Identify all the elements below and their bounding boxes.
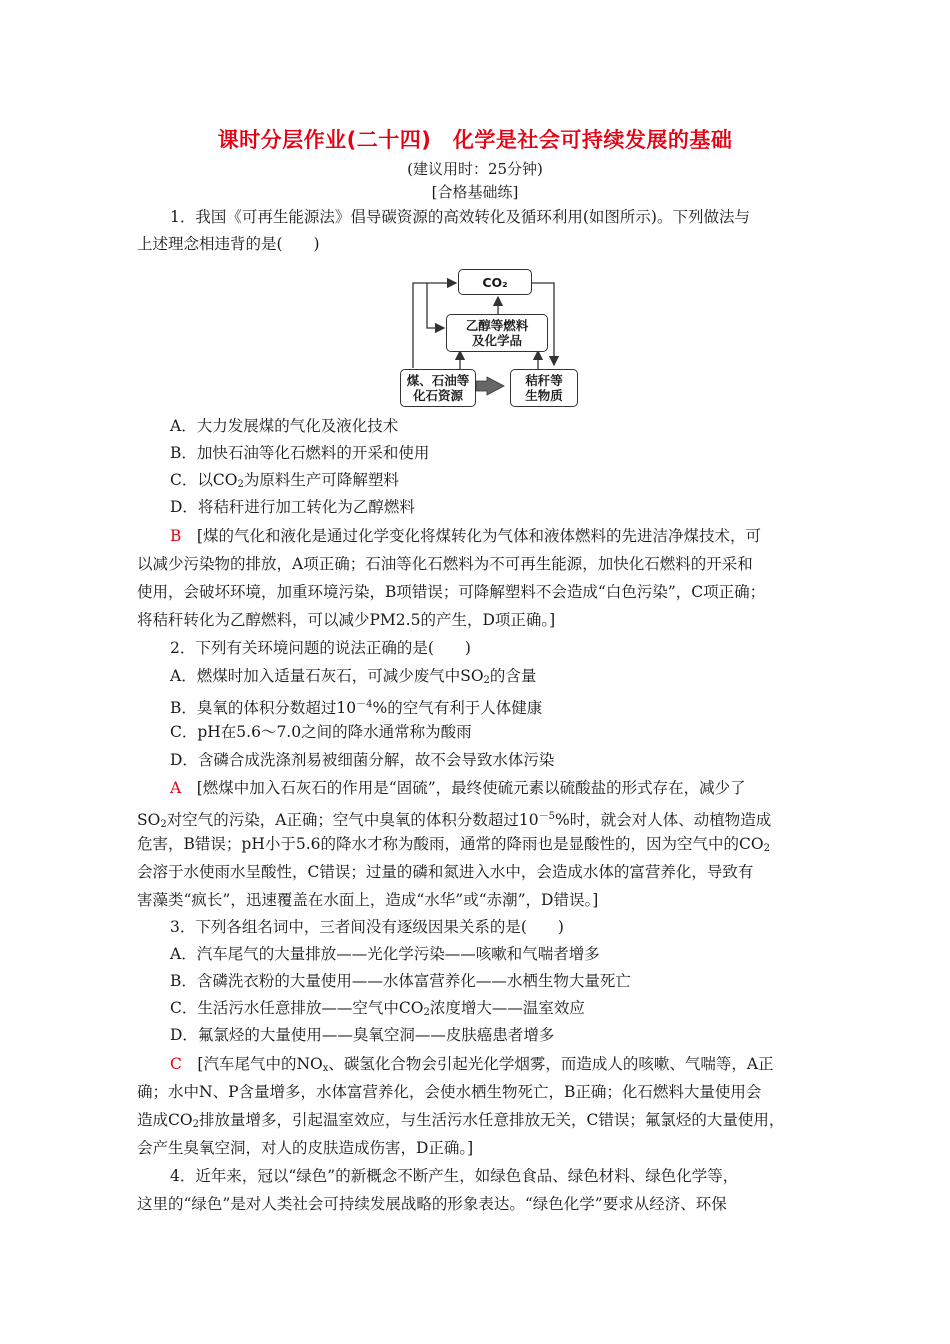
box-ethanol-fuels xyxy=(446,314,548,352)
q1-option-d: D．将秸秆进行加工转化为乙醇燃料 xyxy=(170,498,415,516)
block-arrow-right-to-left xyxy=(476,377,504,395)
q2-explanation-line-3: 危害，B错误；pH小于5.6的降水才称为酸雨，通常的降雨也是显酸性的，因为空气中的$CO_2$ xyxy=(137,835,770,854)
q2-option-d: D．含磷合成洗涤剂易被细菌分解，故不会导致水体污染 xyxy=(170,751,555,769)
q4-stem-line-1: 4．近年来，冠以“绿色”的新概念不断产生，如绿色食品、绿色材料、绿色化学等， xyxy=(170,1167,739,1185)
q1-stem-line-2: 上述理念相违背的是( ) xyxy=(137,235,320,253)
q1-explanation-line-3: 使用，会破坏环境，加重环境污染，B项错误；可降解塑料不会造成“白色污染”，C项正确； xyxy=(137,583,766,601)
page-title: 课时分层作业(二十四) 化学是社会可持续发展的基础 xyxy=(217,128,733,152)
q1-option-b: B．加快石油等化石燃料的开采和使用 xyxy=(170,444,430,462)
q2-answer: A xyxy=(170,779,182,797)
box-biomass-line-1: 秸秆等 xyxy=(525,373,563,388)
q3-option-a: A．汽车尾气的大量排放——光化学污染——咳嗽和气喘者增多 xyxy=(170,945,600,963)
q3-explanation-line-3: 造成$CO_2$排放量增多，引起温室效应，与生活污水任意排放无关，C错误；氟氯烃的大量使用， xyxy=(137,1111,785,1130)
q1-explanation-line-2: 以减少污染物的排放，A项正确；石油等化石燃料为不可再生能源，加快化石燃料的开采和 xyxy=(137,555,753,573)
section-label: [合格基础练] xyxy=(431,183,519,201)
q2-explanation-line-1: A [燃煤中加入石灰石的作用是“固硫”，最终使硫元素以硫酸盐的形式存在，减少了 xyxy=(170,779,746,797)
q3-stem: 3．下列各组名词中，三者间没有逐级因果关系的是( ) xyxy=(170,918,564,936)
q3-explanation-line-2: 确；水中N、P含量增多，水体富营养化，会使水栖生物死亡，B正确；化石燃料大量使用会 xyxy=(137,1083,762,1101)
box-biomass-line-2: 生物质 xyxy=(525,388,563,403)
q3-answer: C xyxy=(170,1055,182,1073)
q2-explanation-line-2: $SO_2$对空气的污染，A正确；空气中臭氧的体积分数超过$10^{-5}\%$时，就会对人体、动植物造成 xyxy=(137,811,772,830)
arrow-co2-down-to-mid xyxy=(427,283,444,328)
time-note: (建议用时：25分钟) xyxy=(407,160,543,178)
q2-stem: 2．下列有关环境问题的说法正确的是( ) xyxy=(170,639,471,657)
q2-explanation-line-5: 害藻类“疯长”，迅速覆盖在水面上，造成“水华”或“赤潮”，D错误。] xyxy=(137,891,599,909)
q3-option-d: D．氟氯烃的大量使用——臭氧空洞——皮肤癌患者增多 xyxy=(170,1026,555,1044)
q1-option-a: A．大力发展煤的气化及液化技术 xyxy=(170,417,399,435)
q2-option-a: A．燃煤时加入适量石灰石，可减少废气中$SO_2$的含量 xyxy=(170,667,537,686)
q3-explanation-line-1: C [汽车尾气中的$NO_x$、碳氢化合物会引起光化学烟雾，而造成人的咳嗽、气喘等，A正 xyxy=(170,1055,774,1074)
box-ethanol-line-1: 乙醇等燃料 xyxy=(465,318,529,333)
q1-explanation-line-4: 将秸秆转化为乙醇燃料，可以减少PM2.5的产生，D项正确。] xyxy=(137,611,556,629)
box-fossil-line-2: 化石资源 xyxy=(412,388,463,403)
box-fossil-line-1: 煤、石油等 xyxy=(406,373,470,388)
q3-option-b: B．含磷洗衣粉的大量使用——水体富营养化——水栖生物大量死亡 xyxy=(170,972,631,990)
q2-option-c: C．pH在5.6～7.0之间的降水通常称为酸雨 xyxy=(170,723,472,741)
box-ethanol-line-2: 及化学品 xyxy=(471,333,522,348)
q2-option-b: B．臭氧的体积分数超过$10^{-4}\%$的空气有利于人体健康 xyxy=(170,699,543,717)
q1-answer: B xyxy=(170,527,182,545)
box-fossil-resources xyxy=(400,369,476,407)
q1-stem-line-1: 1．我国《可再生能源法》倡导碳资源的高效转化及循环利用(如图所示)。下列做法与 xyxy=(170,208,750,226)
q3-explanation-line-4: 会产生臭氧空洞，对人的皮肤造成伤害，D正确。] xyxy=(137,1139,474,1157)
box-co2 xyxy=(458,269,532,295)
q1-option-c: C．以$CO_2$为原料生产可降解塑料 xyxy=(170,471,399,490)
carbon-cycle-diagram xyxy=(400,265,590,405)
q4-stem-line-2: 这里的“绿色”是对人类社会可持续发展战略的形象表达。“绿色化学”要求从经济、环保 xyxy=(137,1195,727,1213)
q2-explanation-line-4: 会溶于水使雨水呈酸性，C错误；过量的磷和氮进入水中，会造成水体的富营养化，导致有 xyxy=(137,863,754,881)
q1-explanation-line-1: B [煤的气化和液化是通过化学变化将煤转化为气体和液体燃料的先进洁净煤技术，可 xyxy=(170,527,761,545)
box-biomass xyxy=(510,369,578,407)
box-co2-label: CO₂ xyxy=(482,274,508,290)
q3-option-c: C．生活污水任意排放——空气中$CO_2$浓度增大——温室效应 xyxy=(170,999,585,1018)
